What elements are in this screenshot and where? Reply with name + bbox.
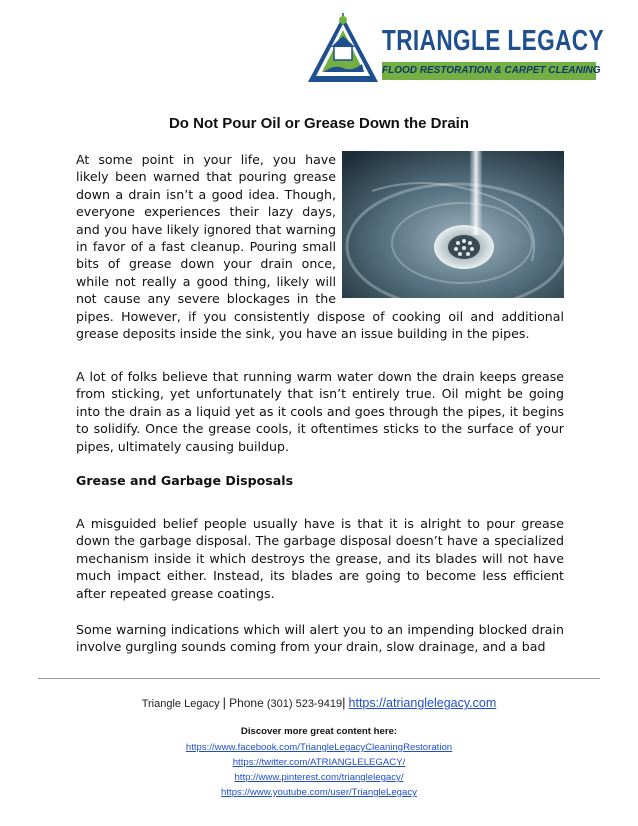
pinterest-link[interactable]: http://www.pinterest.com/trianglelegacy/ <box>234 772 404 783</box>
section-heading: Grease and Garbage Disposals <box>76 473 294 488</box>
article-paragraph: Some warning indications which will alert you to an impending blocked drain involve gurgling sounds coming from your drain, slow drainage, and a bad <box>76 622 564 655</box>
paragraph-1-text: At some point in your life, you have likely been warned that pouring grease down a drain isn’t a good idea. Though, everyone experiences their lazy days, and you have likely ignored that warning in favor of a fast cleanup. Pouring small bits of grease down your drain once, while not really a good thing, likely will not cause any severe blockages in the pipes. However, if you consistently dispose of cooking oil and additional grease deposits inside the sink, you have an issue building in the pipes. <box>76 152 564 342</box>
twitter-link[interactable]: https://twitter.com/ATRIANGLELEGACY/ <box>232 757 406 768</box>
footer-separator: | <box>342 695 346 710</box>
article-paragraph: A lot of folks believe that running warm water down the drain keeps grease from sticking, yet unfortunately that isn’t entirely true. Oil might be going into the drain as a liquid yet as it cools and goes through the pipes, it begins to solidify. Once the grease cools, it oftentimes sticks to the surface of your pipes, ultimately causing buildup. <box>76 369 564 454</box>
logo-tagline: FLOOD RESTORATION & CARPET CLEANING <box>382 62 596 80</box>
footer-phone: (301) 523-9419 <box>266 698 343 710</box>
footer-website-link[interactable]: https://atrianglelegacy.com <box>348 696 497 710</box>
footer-company: Triangle Legacy <box>141 698 220 710</box>
footer-separator: | <box>222 695 227 710</box>
sink-drain-photo <box>342 151 564 298</box>
company-logo <box>304 12 604 92</box>
article-title: Do Not Pour Oil or Grease Down the Drain <box>168 115 470 132</box>
facebook-link[interactable]: https://www.facebook.com/TriangleLegacyCleaningRestoration <box>185 742 453 753</box>
discover-heading: Discover more great content here: <box>240 726 398 737</box>
footer-phone-label: Phone <box>229 696 264 710</box>
footer-divider <box>38 678 600 679</box>
triangle-logo-icon <box>304 12 382 92</box>
logo-name-part1: TRIANGLE <box>382 25 501 57</box>
article-paragraph: A misguided belief people usually have is that it is alright to pour grease down the garbage disposal. The garbage disposal doesn’t have a specialized mechanism inside it which destroys the grease, and its blades will not have much impact either. Instead, its blades are going to become less efficient after repeated grease coatings. <box>76 516 564 601</box>
article-paragraph <box>76 151 564 342</box>
logo-wordmark <box>382 24 604 58</box>
youtube-link[interactable]: https://www.youtube.com/user/TriangleLegacy <box>221 787 417 798</box>
logo-name-part2: LEGACY <box>507 25 605 57</box>
footer-contact-line <box>0 695 638 710</box>
